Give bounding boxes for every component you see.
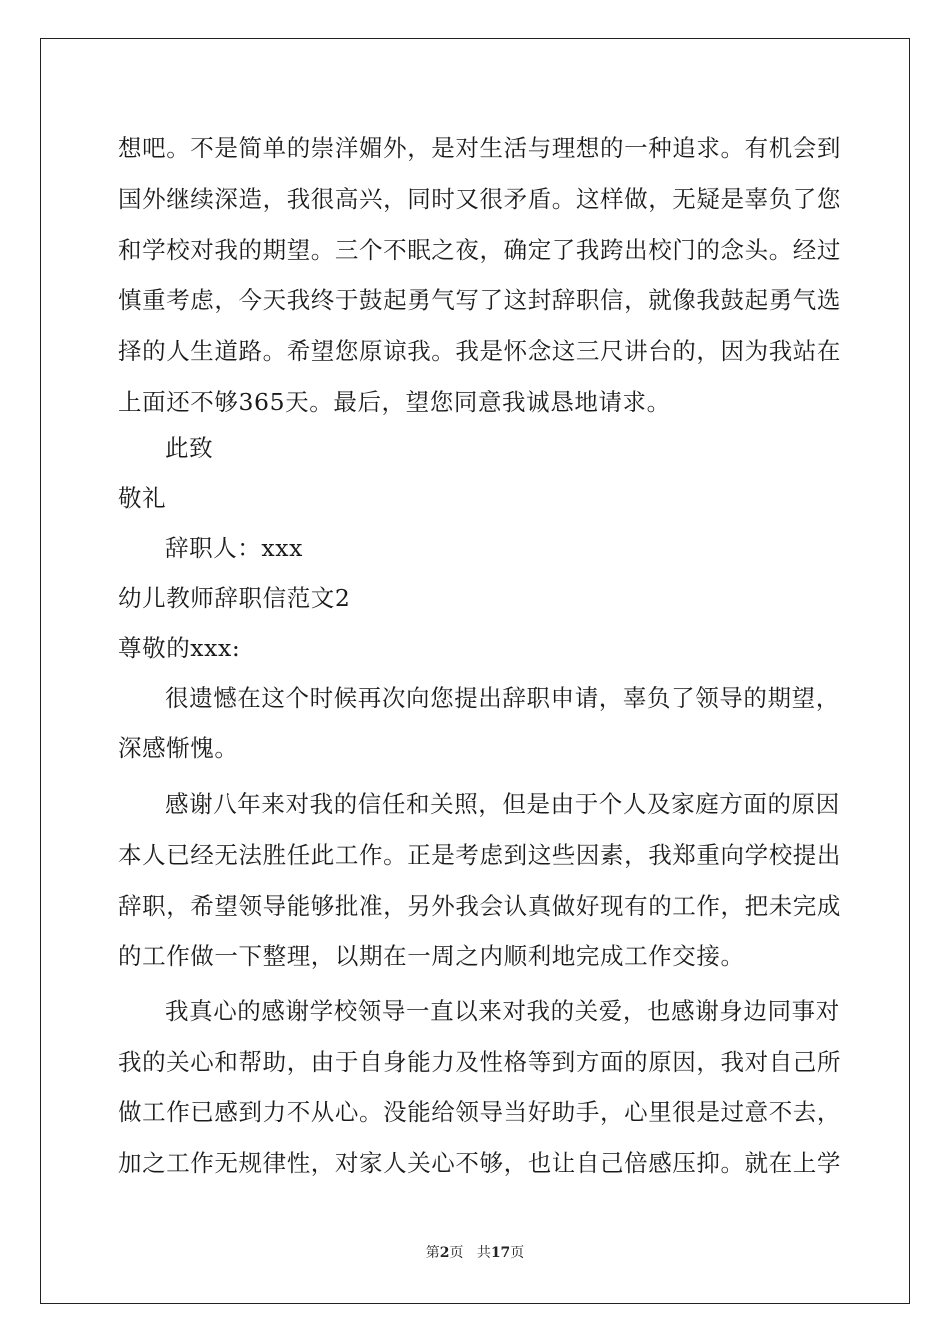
text-line: 做工作已感到力不从心。没能给领导当好助手，心里很是过意不去， <box>118 1098 841 1126</box>
page-current: 2 <box>439 1245 450 1261</box>
text-line: 国外继续深造，我很高兴，同时又很矛盾。这样做，无疑是辜负了您 <box>118 185 841 213</box>
text-line: 的工作做一下整理，以期在一周之内顺利地完成工作交接。 <box>118 942 745 970</box>
text-line: 上面还不够365天。最后，望您同意我诚恳地请求。 <box>118 388 671 416</box>
greeting-line: 尊敬的xxx: <box>118 634 241 662</box>
text-line: 择的人生道路。希望您原谅我。我是怀念这三尺讲台的，因为我站在 <box>118 337 841 365</box>
text-line: 深感惭愧。 <box>118 734 239 762</box>
text-line: 我的关心和帮助，由于自身能力及性格等到方面的原因，我对自己所 <box>118 1048 841 1076</box>
total-prefix: 共 <box>476 1245 491 1261</box>
closing-salutation: 此致 <box>165 434 214 462</box>
closing-regards: 敬礼 <box>118 484 167 512</box>
text-line: 我真心的感谢学校领导一直以来对我的关爱，也感谢身边同事对 <box>165 997 840 1025</box>
section-heading: 幼儿教师辞职信范文2 <box>118 584 351 612</box>
page-suffix: 页 <box>449 1245 464 1261</box>
text-line: 想吧。不是简单的崇洋媚外，是对生活与理想的一种追求。有机会到 <box>118 134 841 162</box>
signature-line: 辞职人：xxx <box>165 534 303 562</box>
page-footer <box>0 1244 950 1262</box>
text-line: 辞职，希望领导能够批准，另外我会认真做好现有的工作，把未完成 <box>118 892 841 920</box>
text-line: 慎重考虑，今天我终于鼓起勇气写了这封辞职信，就像我鼓起勇气选 <box>118 286 841 314</box>
text-line: 感谢八年来对我的信任和关照，但是由于个人及家庭方面的原因 <box>165 790 840 818</box>
page-prefix: 第 <box>425 1245 440 1261</box>
text-line: 本人已经无法胜任此工作。正是考虑到这些因素，我郑重向学校提出 <box>118 841 841 869</box>
total-suffix: 页 <box>510 1245 525 1261</box>
text-line: 加之工作无规律性，对家人关心不够，也让自己倍感压抑。就在上学 <box>118 1149 841 1177</box>
text-line: 和学校对我的期望。三个不眠之夜，确定了我跨出校门的念头。经过 <box>118 236 841 264</box>
page-total: 17 <box>490 1245 511 1261</box>
text-line: 很遗憾在这个时候再次向您提出辞职申请，辜负了领导的期望， <box>165 684 840 712</box>
